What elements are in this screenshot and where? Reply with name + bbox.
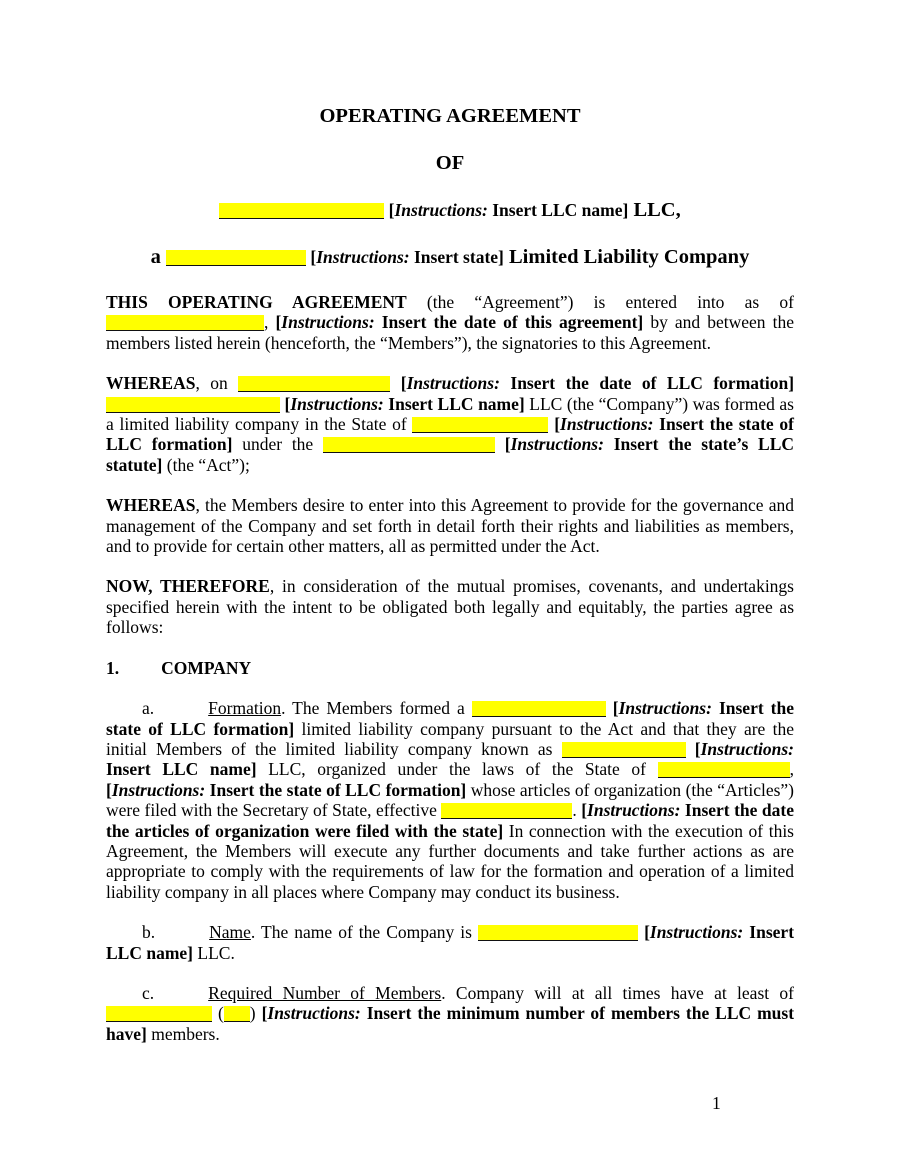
text-run: ) xyxy=(249,1003,262,1024)
text-run: c. xyxy=(142,982,155,1003)
text-run: whose articles of organization (the “Articles”) were filed with the Secretary of State, effective xyxy=(106,779,794,821)
text-run: , in consideration of the mutual promises, covenants, and undertakings specified herein with the intent to be obligated both legally and equitably, the parties agree as follows: xyxy=(106,576,794,638)
text-run: Insert the date of this agreement] xyxy=(374,312,644,333)
fill-in-blank[interactable] xyxy=(238,376,390,392)
text-run: Insert state] xyxy=(409,247,504,267)
section-1a-formation xyxy=(106,698,794,902)
text-run: (the “Agreement”) is entered into as of xyxy=(406,292,795,312)
text-run: Insert the state’s LLC statute] xyxy=(106,434,795,475)
underlined-term: Formation xyxy=(208,698,282,719)
text-run: Instructions: xyxy=(111,779,206,800)
text-run: . The name of the Company is xyxy=(250,922,479,943)
text-run: Instructions: xyxy=(281,312,375,333)
section-1-heading xyxy=(106,658,794,678)
text-run: a. xyxy=(142,698,155,719)
underlined-term: Name xyxy=(209,922,251,943)
section-1c-required-members xyxy=(106,983,794,1044)
fill-in-blank[interactable] xyxy=(412,417,548,433)
text-run xyxy=(390,373,400,393)
text-run: [ xyxy=(554,414,561,435)
text-run: Insert the state of LLC formation] xyxy=(106,414,795,455)
text-run: Instructions: xyxy=(406,373,500,394)
text-run: [ xyxy=(106,779,112,800)
text-run: Instructions: xyxy=(394,200,488,220)
title-line-3 xyxy=(106,198,794,222)
text-run: Limited Liability Company xyxy=(503,246,750,268)
text-run: [ xyxy=(612,698,619,719)
underlined-term: Required Number of Members xyxy=(208,982,442,1003)
text-run: [ xyxy=(644,922,650,943)
text-run: Instructions: xyxy=(267,1003,361,1024)
text-run: Insert the minimum number of members the LLC must have] xyxy=(106,1003,795,1044)
text-run: limited liability company pursuant to the Act and that they are the initial Members of the limited liability company known as xyxy=(106,718,794,759)
title-line-2 xyxy=(106,151,794,175)
text-run: OPERATING AGREEMENT xyxy=(319,105,581,127)
text-run: . The Members formed a xyxy=(281,698,472,719)
fill-in-blank[interactable] xyxy=(562,742,686,758)
text-run: [ xyxy=(261,1003,268,1024)
text-run: Insert LLC name] xyxy=(487,200,629,220)
text-run: Insert LLC name] xyxy=(383,393,525,414)
tab-space xyxy=(106,998,142,999)
text-run: [ xyxy=(310,247,317,267)
title-line-4 xyxy=(106,245,794,269)
text-run: Insert the date of LLC formation] xyxy=(499,373,795,394)
text-run: WHEREAS xyxy=(106,373,196,394)
text-run: In connection with the execution of this Agreement, the Members will execute any further documents and take further actions as are appropriate to comply with the requirements of law for the formation and operation of a limited liability company in all places where Company may conduct its business. xyxy=(106,820,794,902)
text-run: . Company will at all times have at least of xyxy=(441,982,795,1003)
recital-entered-into xyxy=(106,292,794,353)
text-run: , xyxy=(789,759,794,780)
text-run: Insert the date the articles of organization were filed with the state] xyxy=(106,800,794,841)
section-1b-name xyxy=(106,922,794,963)
tab-space xyxy=(119,673,161,674)
text-run: WHEREAS xyxy=(106,495,196,516)
text-run: NOW, THEREFORE xyxy=(106,576,270,597)
text-run: Instructions: xyxy=(587,800,681,821)
text-run: b. xyxy=(142,922,156,943)
text-run: Insert LLC name] xyxy=(106,922,795,963)
text-run: Insert LLC name] xyxy=(106,759,257,780)
text-run: , on xyxy=(195,373,239,394)
text-run: , the Members desire to enter into this Agreement to provide for the governance and management of the Company and set forth in detail forth their rights and liabilities as members, and to provide for certain other matters, all as permitted under the Act. xyxy=(106,495,794,557)
fill-in-blank[interactable] xyxy=(658,762,790,778)
fill-in-blank[interactable] xyxy=(219,203,384,219)
text-run: LLC (the “Company”) was formed as a limited liability company in the State of xyxy=(106,393,794,435)
text-run: THIS OPERATING AGREEMENT xyxy=(106,292,407,312)
fill-in-blank[interactable] xyxy=(166,250,306,266)
text-run: [ xyxy=(284,393,291,414)
text-run: Instructions: xyxy=(290,393,384,414)
tab-space xyxy=(154,998,208,999)
fill-in-blank[interactable] xyxy=(323,437,495,453)
text-run: [ xyxy=(400,373,407,394)
text-run xyxy=(495,434,505,454)
text-run: (the “Act”); xyxy=(162,454,250,475)
text-run: Instructions: xyxy=(316,247,410,267)
text-run xyxy=(606,698,613,718)
now-therefore xyxy=(106,576,794,637)
fill-in-blank[interactable] xyxy=(441,803,572,819)
fill-in-blank[interactable] xyxy=(472,701,606,717)
fill-in-blank[interactable] xyxy=(478,925,638,941)
text-run: OF xyxy=(435,152,465,174)
tab-space xyxy=(106,937,142,938)
tab-space xyxy=(106,713,142,714)
title-line-1 xyxy=(106,104,794,128)
whereas-governance xyxy=(106,495,794,556)
text-run: LLC, organized under the laws of the State of xyxy=(256,759,658,780)
text-run xyxy=(686,739,695,759)
text-run: , xyxy=(264,312,276,333)
tab-space xyxy=(155,937,209,938)
text-run: Insert the state of LLC formation] xyxy=(205,779,467,800)
text-run: Instructions: xyxy=(510,434,604,455)
text-run: a xyxy=(150,246,167,268)
text-run: [ xyxy=(581,800,588,821)
text-run: LLC. xyxy=(193,942,235,963)
text-run: 1. xyxy=(106,657,120,678)
page-number: 1 xyxy=(712,1093,721,1113)
text-run: ( xyxy=(212,1003,224,1024)
fill-in-blank[interactable] xyxy=(106,1006,212,1022)
document-body xyxy=(106,104,794,1044)
text-run: . xyxy=(572,800,582,821)
text-run: Instructions: xyxy=(618,698,712,719)
fill-in-blank[interactable] xyxy=(224,1006,250,1022)
text-run: by and between the members listed herein (henceforth, the “Members”), the signatories to this Agreement. xyxy=(106,312,794,353)
text-run: Instructions: xyxy=(560,414,654,435)
text-run: COMPANY xyxy=(161,657,252,678)
fill-in-blank[interactable] xyxy=(106,397,280,413)
text-run: [ xyxy=(275,312,282,333)
text-run: Instructions: xyxy=(649,922,744,943)
text-run: [ xyxy=(388,200,395,220)
text-run: under the xyxy=(232,434,323,455)
whereas-formation xyxy=(106,373,794,475)
text-run: Insert the state of LLC formation] xyxy=(106,698,794,739)
fill-in-blank[interactable] xyxy=(106,315,264,331)
text-run: [ xyxy=(504,434,511,455)
text-run: members. xyxy=(146,1023,220,1044)
text-run: Instructions: xyxy=(700,738,794,759)
tab-space xyxy=(154,713,208,714)
text-run: LLC, xyxy=(628,199,681,221)
text-run: [ xyxy=(694,738,701,759)
